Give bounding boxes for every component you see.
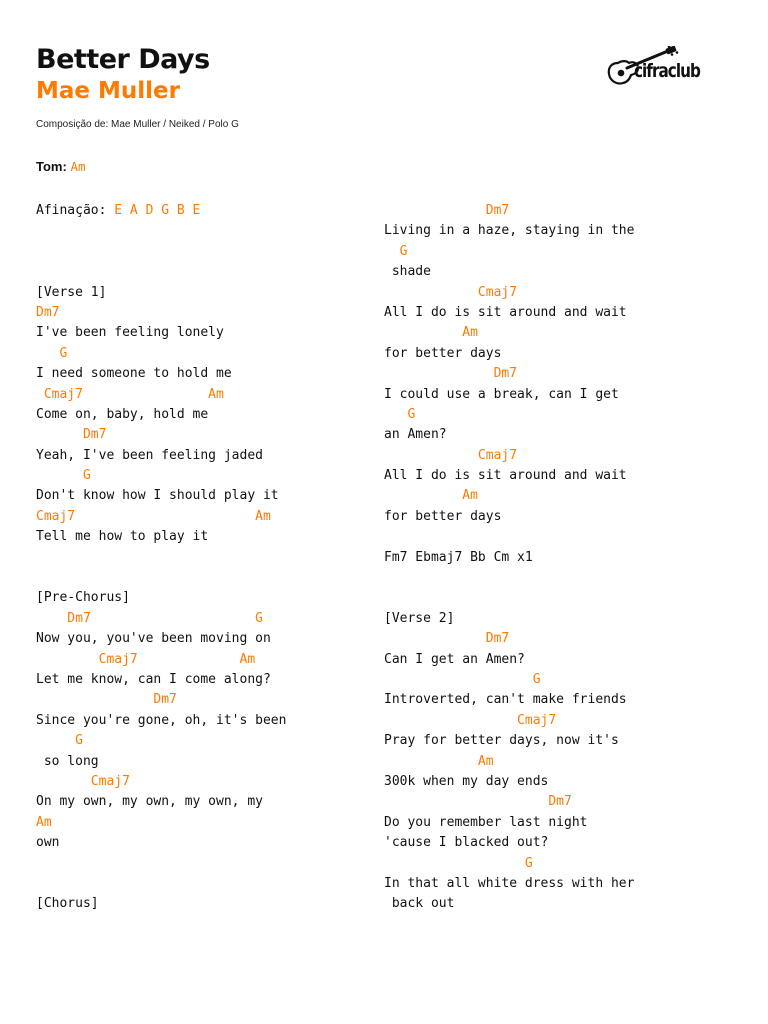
chord-line[interactable]: Dm7 (36, 304, 60, 320)
chord-line[interactable]: Cmaj7 (384, 284, 518, 300)
lyric-line: [Chorus] (36, 896, 99, 912)
chord-line[interactable]: G (36, 733, 83, 749)
chord-line[interactable]: Cmaj7 Am (36, 386, 224, 402)
lyric-line: [Verse 1] (36, 284, 107, 300)
chord-line[interactable]: G (384, 671, 541, 687)
chord-sheet-right-column (384, 201, 634, 915)
blank-line (384, 527, 634, 547)
chord-line[interactable]: Dm7 (384, 794, 572, 810)
chord-line[interactable]: Cmaj7 Am (36, 508, 271, 524)
lyric-line: Afinação: E A D G B E (36, 203, 201, 218)
lyric-line: own (36, 835, 60, 851)
lyric-line: Living in a haze, staying in the (384, 223, 635, 239)
chord-line[interactable]: G (36, 345, 68, 361)
chord-line[interactable]: G (384, 243, 408, 259)
blank-line (384, 588, 634, 608)
composer-credit: Composição de: Mae Muller / Neiked / Polo G (36, 119, 239, 130)
lyric-line: Pray for better days, now it's (384, 733, 619, 749)
logo-text: cifraclub (634, 60, 700, 82)
lyric-line: Fm7 Ebmaj7 Bb Cm x1 (384, 549, 533, 565)
lyric-line: Yeah, I've been feeling jaded (36, 447, 263, 463)
cifraclub-logo[interactable] (606, 46, 722, 96)
lyric-line: so long (36, 753, 99, 769)
blank-line (36, 548, 286, 568)
lyric-line: [Verse 2] (384, 610, 455, 626)
blank-line (36, 242, 286, 262)
lyric-line: Since you're gone, oh, it's been (36, 712, 287, 728)
lyric-line: Tell me how to play it (36, 529, 209, 545)
chord-line[interactable]: Cmaj7 Am (36, 651, 256, 667)
lyric-line: I've been feeling lonely (36, 325, 224, 341)
chord-line[interactable]: Dm7 (36, 427, 107, 443)
lyric-line: Don't know how I should play it (36, 488, 279, 504)
key-value[interactable]: Am (70, 159, 86, 174)
lyric-line: All I do is sit around and wait (384, 468, 627, 484)
lyric-line: shade (384, 264, 431, 280)
chord-line[interactable]: G (36, 468, 91, 484)
lyric-line: Do you remember last night (384, 814, 588, 830)
lyric-line: for better days (384, 508, 502, 524)
lyric-line: [Pre-Chorus] (36, 590, 130, 606)
lyric-line: I could use a break, can I get (384, 386, 619, 402)
lyric-line: I need someone to hold me (36, 366, 232, 382)
chord-line[interactable]: Cmaj7 (384, 447, 518, 463)
blank-line (384, 568, 634, 588)
lyric-line: an Amen? (384, 427, 447, 443)
lyric-line: 300k when my day ends (384, 773, 549, 789)
chord-line[interactable]: Am (384, 325, 478, 341)
lyric-line: Let me know, can I come along? (36, 671, 271, 687)
chord-line[interactable]: Dm7 (384, 366, 518, 382)
chord-line[interactable]: G (384, 855, 533, 871)
lyric-line: 'cause I blacked out? (384, 835, 549, 851)
chord-line[interactable]: Dm7 (384, 631, 510, 647)
lyric-line: back out (384, 896, 455, 912)
chord-line[interactable]: G (384, 406, 416, 422)
chord-line[interactable]: Dm7 (36, 692, 177, 708)
blank-line (36, 568, 286, 588)
lyric-line: Now you, you've been moving on (36, 631, 271, 647)
blank-line (36, 854, 286, 874)
blank-line (36, 262, 286, 282)
lyric-line: All I do is sit around and wait (384, 304, 627, 320)
blank-line (36, 221, 286, 241)
tuning-value[interactable]: E A D G B E (114, 203, 201, 218)
chord-line[interactable]: Cmaj7 (36, 773, 130, 789)
chord-line[interactable]: Am (384, 753, 494, 769)
chord-line[interactable]: Dm7 (384, 203, 510, 218)
song-title: Better Days (36, 44, 210, 75)
chord-line[interactable]: Am (36, 814, 52, 830)
lyric-line: Introverted, can't make friends (384, 692, 627, 708)
key-info (36, 159, 86, 175)
lyric-line: for better days (384, 345, 502, 361)
chord-line[interactable]: Cmaj7 (384, 712, 557, 728)
chord-sheet-left-column (36, 201, 286, 915)
lyric-line: Can I get an Amen? (384, 651, 525, 667)
key-label: Tom: (36, 159, 67, 174)
blank-line (36, 874, 286, 894)
lyric-line: In that all white dress with her (384, 875, 635, 891)
chord-line[interactable]: Dm7 G (36, 610, 263, 626)
artist-name[interactable]: Mae Muller (36, 78, 180, 104)
lyric-line: Come on, baby, hold me (36, 406, 209, 422)
chord-line[interactable]: Am (384, 488, 478, 504)
lyric-line: On my own, my own, my own, my (36, 794, 263, 810)
